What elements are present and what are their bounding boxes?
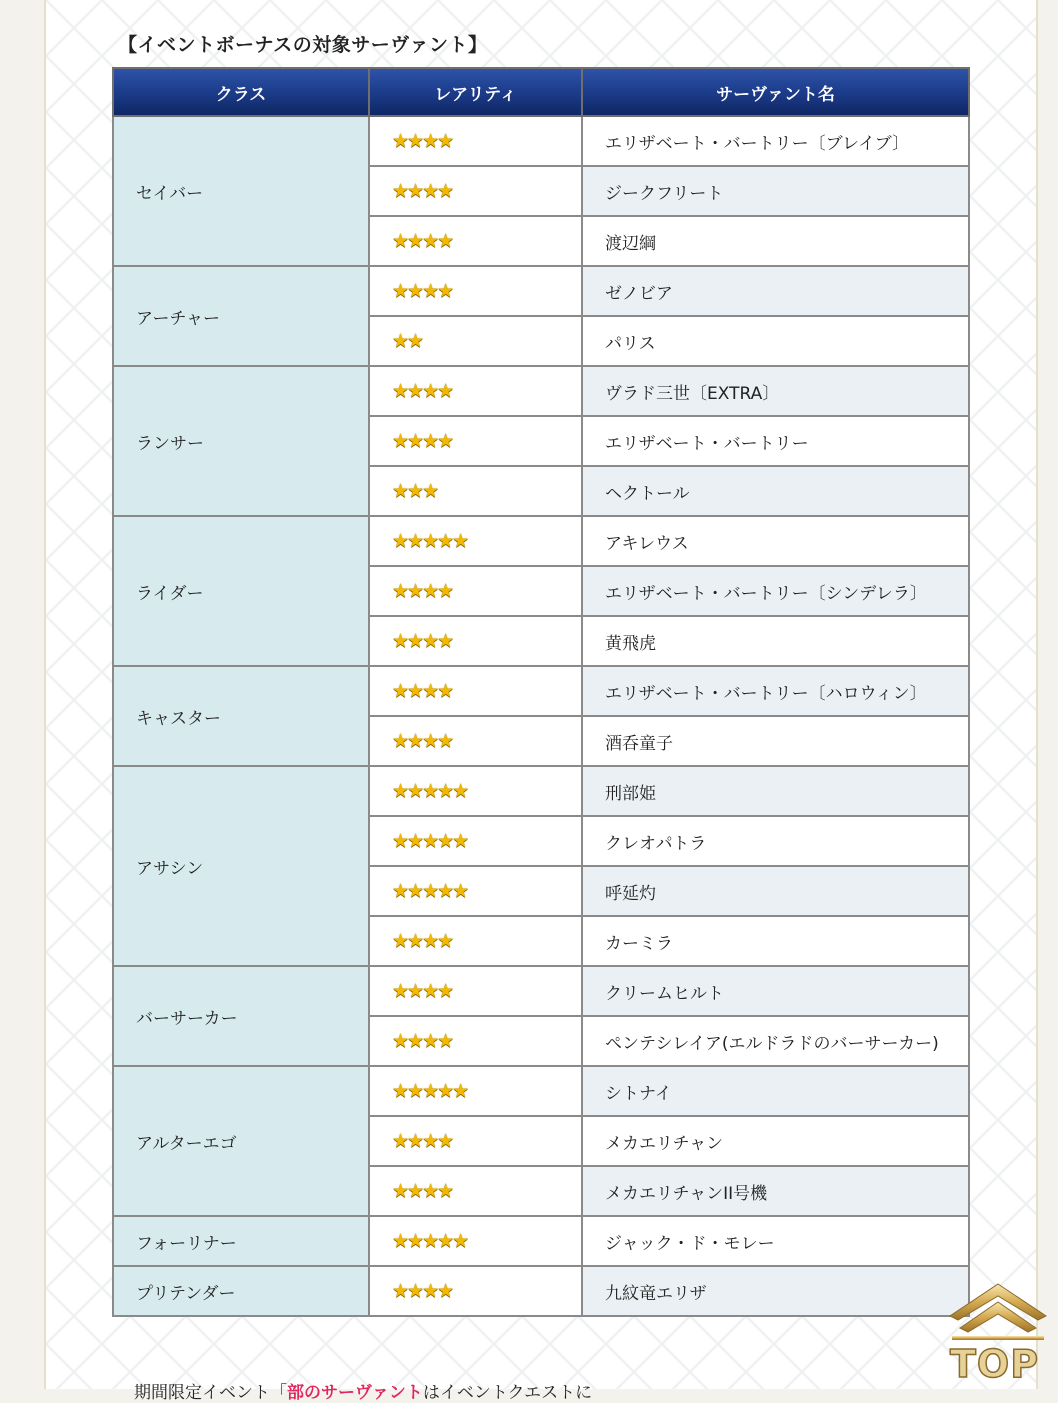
servant-name-cell: エリザベート・バートリー〔ハロウィン〕 [582,666,969,716]
servant-name-cell: ヴラド三世〔EXTRA〕 [582,366,969,416]
rarity-stars-icon: ★★★★ [392,130,453,152]
table-row [113,1066,969,1116]
servant-name-cell: 刑部姫 [582,766,969,816]
rarity-cell [369,466,582,516]
rarity-stars-icon: ★★ [392,330,423,352]
rarity-stars-icon: ★★★★ [392,230,453,252]
rarity-stars-icon: ★★★★ [392,1280,453,1302]
servant-name-cell: 渡辺綱 [582,216,969,266]
servant-name-cell: 呼延灼 [582,866,969,916]
rarity-cell [369,766,582,816]
rarity-stars-icon: ★★★★ [392,280,453,302]
table-header-row [113,68,969,116]
rarity-cell [369,616,582,666]
servant-name-cell: 酒呑童子 [582,716,969,766]
header-class: クラス [113,68,369,116]
servant-name-cell: ジャック・ド・モレー [582,1216,969,1266]
section-title: 【イベントボーナスの対象サーヴァント】 [118,34,488,56]
class-cell: バーサーカー [113,966,369,1066]
rarity-cell [369,916,582,966]
rarity-cell [369,516,582,566]
rarity-cell [369,566,582,616]
header-rarity: レアリティ [369,68,582,116]
class-cell: ライダー [113,516,369,666]
rarity-cell [369,266,582,316]
class-cell: キャスター [113,666,369,766]
rarity-cell [369,966,582,1016]
rarity-stars-icon: ★★★★ [392,1130,453,1152]
rarity-cell [369,1016,582,1066]
rarity-stars-icon: ★★★★ [392,680,453,702]
rarity-cell [369,1166,582,1216]
table-row [113,666,969,716]
servant-name-cell: メカエリチャン [582,1116,969,1166]
table-body [113,116,969,1316]
table-row [113,766,969,816]
rarity-stars-icon: ★★★ [392,480,438,502]
rarity-stars-icon: ★★★★★ [392,830,468,852]
footer-highlight: 部のサーヴァント [287,1383,423,1403]
class-cell: アサシン [113,766,369,966]
rarity-cell [369,1116,582,1166]
servant-name-cell: ゼノビア [582,266,969,316]
rarity-cell [369,716,582,766]
servant-name-cell: エリザベート・バートリー [582,416,969,466]
servant-name-cell: パリス [582,316,969,366]
rarity-cell [369,316,582,366]
servant-name-cell: エリザベート・バートリー〔ブレイブ〕 [582,116,969,166]
rarity-cell [369,1266,582,1316]
servant-name-cell: エリザベート・バートリー〔シンデレラ〕 [582,566,969,616]
table-row [113,516,969,566]
back-to-top-button[interactable] [946,1280,1050,1386]
class-cell: ランサー [113,366,369,516]
rarity-cell [369,116,582,166]
servant-name-cell: シトナイ [582,1066,969,1116]
rarity-stars-icon: ★★★★★ [392,530,468,552]
servant-name-cell: ペンテシレイア(エルドラドのバーサーカー) [582,1016,969,1066]
footer-text-after: はイベントクエストに [422,1383,593,1403]
event-bonus-servant-table [112,67,970,1317]
table-row [113,266,969,316]
table-row [113,1216,969,1266]
servant-name-cell: カーミラ [582,916,969,966]
rarity-stars-icon: ★★★★ [392,380,453,402]
rarity-cell [369,166,582,216]
servant-name-cell: ジークフリート [582,166,969,216]
class-cell: セイバー [113,116,369,266]
servant-name-cell: アキレウス [582,516,969,566]
servant-name-cell: 九紋竜エリザ [582,1266,969,1316]
top-label: TOP [950,1342,1040,1386]
servant-name-cell: メカエリチャンII号機 [582,1166,969,1216]
rarity-stars-icon: ★★★★ [392,630,453,652]
table-row [113,116,969,166]
servant-name-cell: ヘクトール [582,466,969,516]
class-cell: アルターエゴ [113,1066,369,1216]
rarity-cell [369,866,582,916]
rarity-cell [369,1216,582,1266]
servant-name-cell: クリームヒルト [582,966,969,1016]
rarity-cell [369,1066,582,1116]
rarity-cell [369,216,582,266]
rarity-stars-icon: ★★★★ [392,1180,453,1202]
rarity-stars-icon: ★★★★★ [392,880,468,902]
footer-text-before: 期間限定イベント「 [134,1383,287,1403]
class-cell: アーチャー [113,266,369,366]
rarity-stars-icon: ★★★★ [392,980,453,1002]
rarity-stars-icon: ★★★★ [392,730,453,752]
rarity-cell [369,666,582,716]
rarity-stars-icon: ★★★★ [392,1030,453,1052]
rarity-stars-icon: ★★★★ [392,580,453,602]
rarity-cell [369,366,582,416]
class-cell: プリテンダー [113,1266,369,1316]
class-cell: フォーリナー [113,1216,369,1266]
table-row [113,966,969,1016]
rarity-cell [369,816,582,866]
servant-name-cell: 黄飛虎 [582,616,969,666]
footer-note [134,1378,592,1403]
servant-name-cell: クレオパトラ [582,816,969,866]
table-row [113,1266,969,1316]
rarity-stars-icon: ★★★★ [392,180,453,202]
header-servant-name: サーヴァント名 [582,68,969,116]
rarity-stars-icon: ★★★★★ [392,1080,468,1102]
rarity-stars-icon: ★★★★★ [392,1230,468,1252]
table-row [113,366,969,416]
rarity-stars-icon: ★★★★ [392,430,453,452]
rarity-stars-icon: ★★★★★ [392,780,468,802]
rarity-cell [369,416,582,466]
rarity-stars-icon: ★★★★ [392,930,453,952]
